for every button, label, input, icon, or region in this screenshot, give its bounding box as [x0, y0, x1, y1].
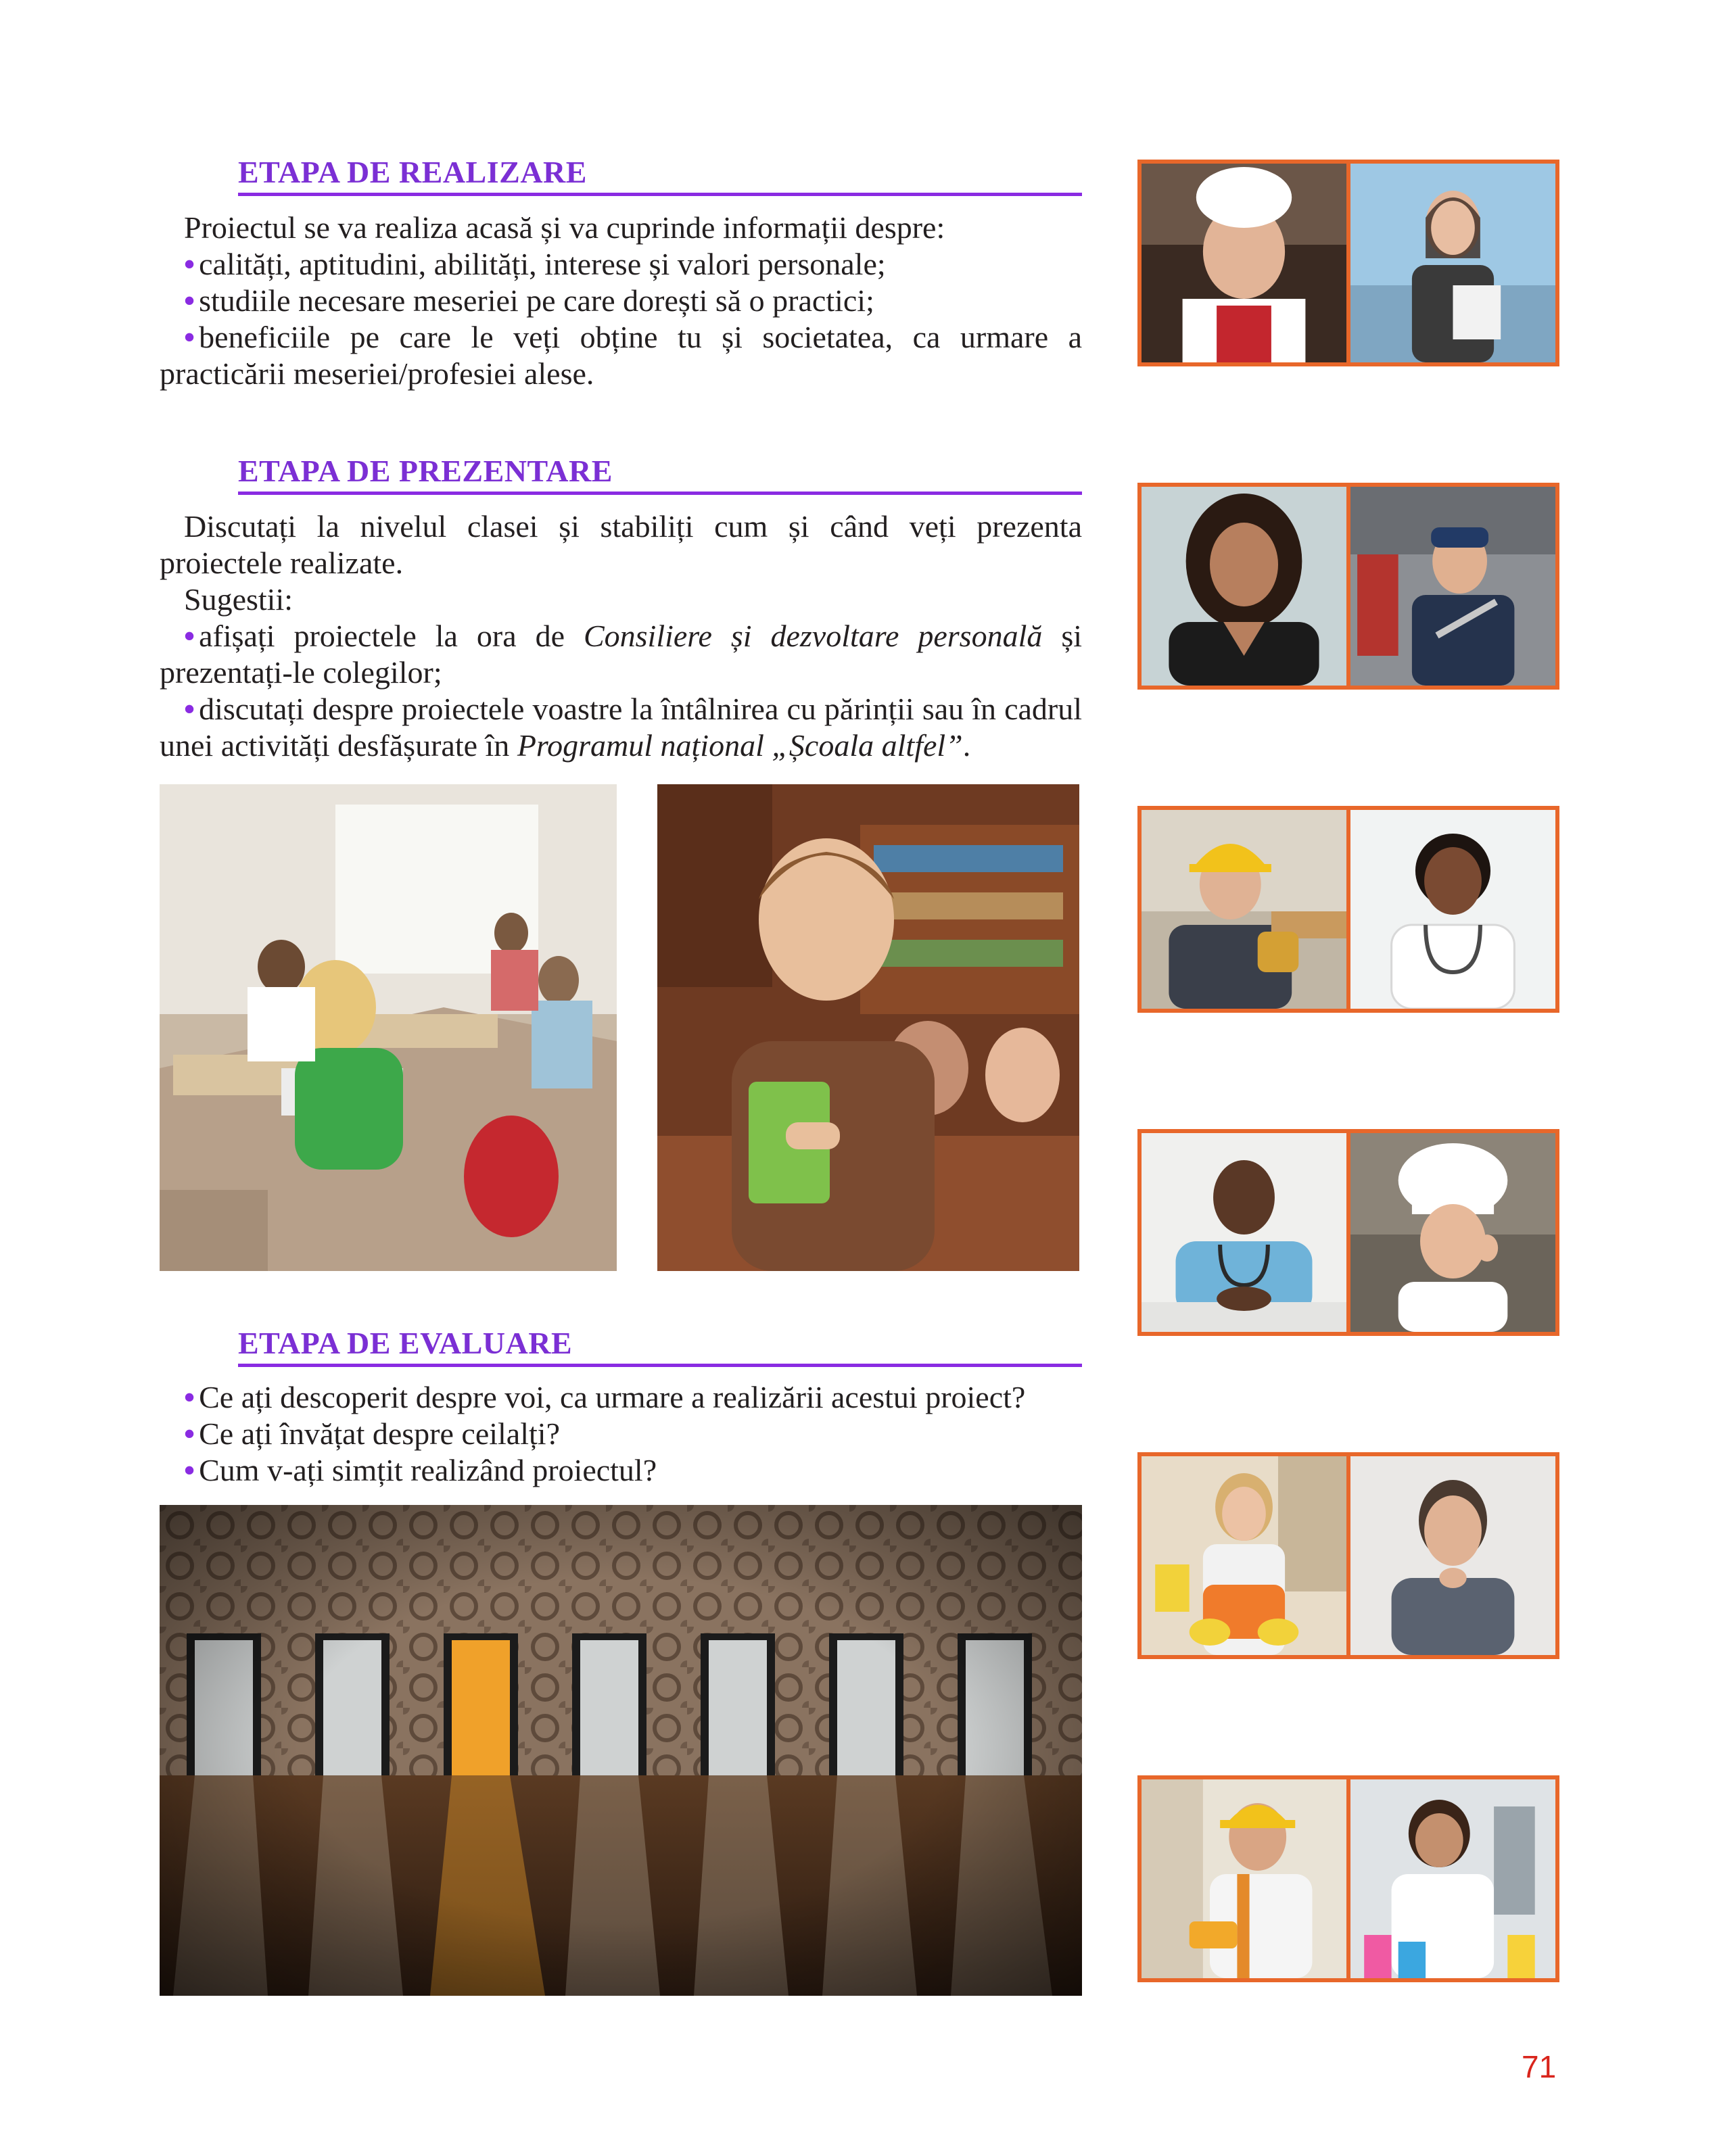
- bullet-icon: •: [184, 320, 195, 354]
- chef-photo: [1142, 164, 1346, 362]
- occupation-photo-pair: [1137, 483, 1559, 690]
- bullet-icon: •: [184, 1453, 195, 1487]
- scientist-photo: [1350, 1779, 1555, 1978]
- doors-photo: [160, 1505, 1082, 1996]
- bullet-icon: •: [184, 247, 195, 281]
- section-heading-realizare: [238, 154, 1082, 196]
- prezentare-text: [160, 508, 1082, 764]
- sugestii-label: Sugestii:: [184, 582, 293, 617]
- businesswoman-smiling-photo: [1142, 487, 1346, 686]
- list-item: • Cum v-ați simțit realizând proiectul?: [184, 1453, 657, 1487]
- evaluare-text: [160, 1379, 1082, 1489]
- construction-worker-photo: [1142, 810, 1346, 1009]
- heading-text: ETAPA DE PREZENTARE: [238, 454, 613, 488]
- bullet-icon: •: [184, 692, 195, 726]
- bullet-icon: •: [184, 1380, 195, 1414]
- list-item: • beneficiile pe care le veți obține tu și societatea, ca urmare a practicării meseriei/profesiei alese.: [160, 320, 1082, 391]
- doctor-woman-photo: [1350, 810, 1555, 1009]
- student-photo: [657, 784, 1079, 1271]
- list-item: • discutați despre proiectele voastre la întâlnirea cu părinții sau în cadrul unei activități desfășurate în Programul național „Școala altfel”.: [160, 692, 1082, 763]
- heading-text: ETAPA DE REALIZARE: [238, 155, 587, 189]
- realizare-intro: Proiectul se va realiza acasă și va cuprinde informații despre:: [184, 210, 945, 245]
- occupation-photo-pair: [1137, 160, 1559, 366]
- list-item: • afișați proiectele la ora de Consiliere și dezvoltare personală și prezentați-le colegilor;: [160, 619, 1082, 690]
- chef-woman-photo: [1350, 1133, 1555, 1332]
- list-item: • Ce ați învățat despre ceilalți?: [184, 1416, 560, 1451]
- bullet-icon: •: [184, 619, 195, 653]
- page-number: 71: [1522, 2049, 1557, 2084]
- occupation-photo-pair: [1137, 1129, 1559, 1336]
- section-heading-prezentare: [238, 453, 1082, 495]
- list-item: • studiile necesare meseriei pe care dorești să o practici;: [184, 283, 874, 318]
- bullet-icon: •: [184, 1416, 195, 1451]
- list-item: • Ce ați descoperit despre voi, ca urmare a realizării acestui proiect?: [184, 1380, 1026, 1414]
- cleaner-photo: [1142, 1456, 1346, 1655]
- realizare-text: [160, 210, 1082, 392]
- heading-text: ETAPA DE EVALUARE: [238, 1326, 573, 1360]
- bullet-icon: •: [184, 283, 195, 318]
- electrician-photo: [1142, 1779, 1346, 1978]
- list-item: • calități, aptitudini, abilități, interese și valori personale;: [184, 247, 886, 281]
- occupation-photo-pair: [1137, 1775, 1559, 1982]
- occupation-photo-pair: [1137, 806, 1559, 1013]
- section-heading-evaluare: [238, 1325, 1082, 1367]
- nurse-man-photo: [1142, 1133, 1346, 1332]
- classroom-photo: [160, 784, 617, 1271]
- businessman-photo: [1350, 1456, 1555, 1655]
- businesswoman-photo: [1350, 164, 1555, 362]
- mechanic-photo: [1350, 487, 1555, 686]
- occupation-photo-pair: [1137, 1452, 1559, 1659]
- prezentare-intro: Discutați la nivelul clasei și stabiliți cum și când veți prezenta proiectele realizate.: [160, 509, 1082, 580]
